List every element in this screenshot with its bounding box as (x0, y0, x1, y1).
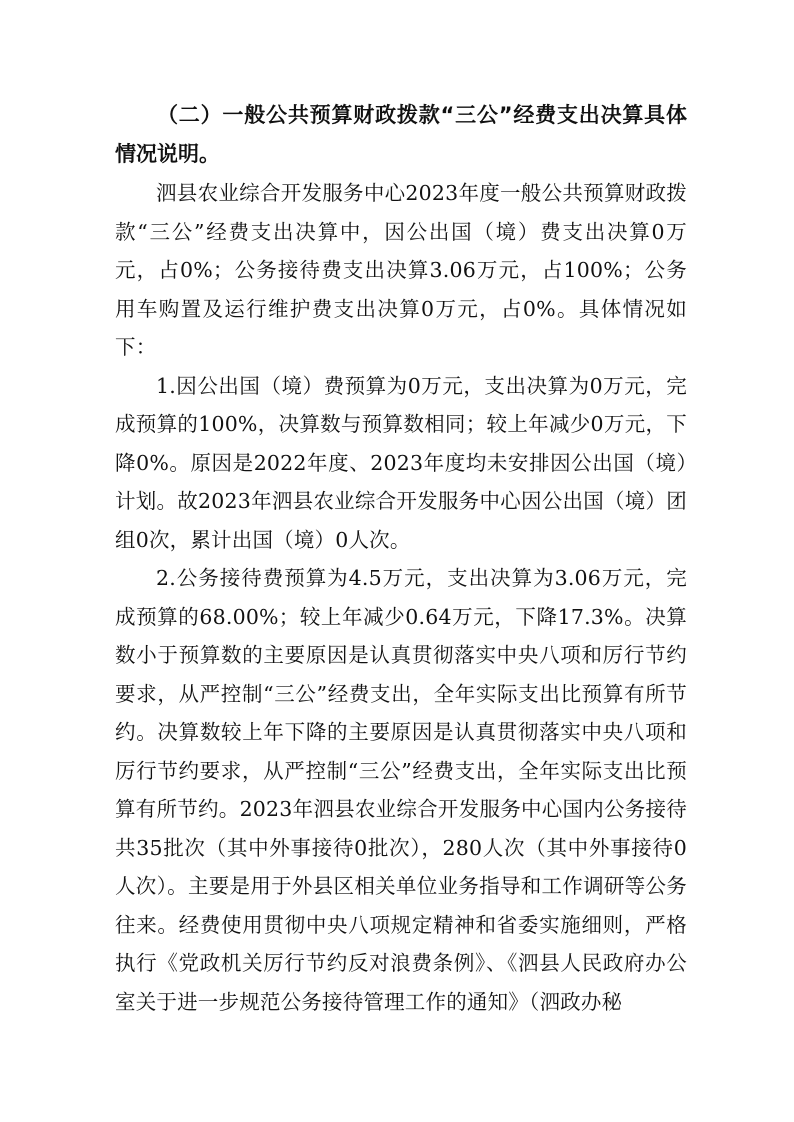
document-body (115, 96, 687, 1021)
section-heading: （二）一般公共预算财政拨款“三公”经费支出决算具体情况说明。 (115, 103, 687, 166)
paragraph-overseas-travel: 1.因公出国（境）费预算为0万元，支出决算为0万元，完成预算的100%，决算数与预算数相同；较上年减少0万元，下降0%。原因是2022年度、2023年度均未安排因公出国（境）计划。故2023年泗县农业综合开发服务中心因公出国（境）团组0次，累计出国（境）0人次。 (115, 373, 687, 552)
paragraph-summary: 泗县农业综合开发服务中心2023年度一般公共预算财政拨款“三公”经费支出决算中，因公出国（境）费支出决算0万元，占0%；公务接待费支出决算3.06万元，占100%；公务用车购置及运行维护费支出决算0万元，占0%。具体情况如下： (115, 181, 687, 359)
paragraph-official-reception: 2.公务接待费预算为4.5万元，支出决算为3.06万元，完成预算的68.00%；较上年减少0.64万元，下降17.3%。决算数小于预算数的主要原因是认真贯彻落实中央八项和厉行节约要求，从严控制“三公”经费支出，全年实际支出比预算有所节约。决算数较上年下降的主要原因是认真贯彻落实中央八项和厉行节约要求，从严控制“三公”经费支出，全年实际支出比预算有所节约。2023年泗县农业综合开发服务中心国内公务接待共35批次（其中外事接待0批次），280人次（其中外事接待0人次）。主要是用于外县区相关单位业务指导和工作调研等公务往来。经费使用贯彻中央八项规定精神和省委实施细则，严格执行《党政机关厉行节约反对浪费条例》、《泗县人民政府办公室关于进一步规范公务接待管理工作的通知》（泗政办秘 (115, 566, 687, 1014)
